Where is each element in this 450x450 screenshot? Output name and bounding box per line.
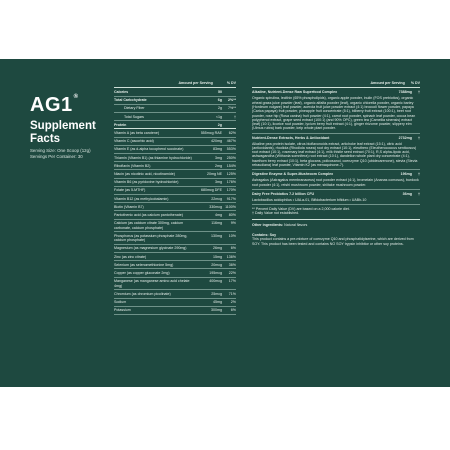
blend-ingredients: Astragalus (Astragalus membranaceus) root powder extract (4:1), bromelain (Ananas comosus), burdock root powder (4:1), reishi mushroom powder, shiitake mushroom powder. (252, 178, 419, 187)
nutrient-amount: 4mg (215, 212, 222, 217)
nutrient-dv: 17% (228, 279, 236, 284)
blend-header (252, 136, 420, 140)
nutrient-dv: 2% (230, 300, 236, 304)
nutrient-dv: 917% (226, 196, 236, 201)
blend-table-header (252, 81, 420, 88)
blend-dv: † (418, 191, 420, 196)
serving-info (30, 148, 91, 160)
blend-amount: 7388mg (398, 90, 412, 95)
nutrient-rows (114, 88, 236, 315)
nutrient-dv: 6% (230, 308, 236, 313)
nutrient-dv: 9% (230, 221, 236, 226)
nutrient-row (114, 203, 236, 211)
nutrient-amount: 50 (218, 89, 222, 94)
nutrient-amount: 400mcg (209, 279, 222, 284)
header-amount: Amount per Serving (370, 81, 405, 85)
nutrient-row (114, 299, 236, 307)
nutrient-name: Manganese (as manganese amino acid chelate 4mg) (114, 279, 190, 288)
nutrient-row (114, 278, 236, 291)
blend-dv: † (418, 90, 420, 95)
brand-logo (30, 94, 79, 117)
nutrient-amount: 6g (217, 98, 222, 103)
blend-dv: † (418, 172, 420, 177)
nutrient-dv: 62% (228, 130, 236, 135)
nutrient-amount: 15mg (213, 254, 222, 259)
nutrient-dv: 154% (226, 163, 236, 168)
nutrient-name: Zinc (as zinc citrate) (114, 254, 147, 259)
blend-table (252, 81, 420, 246)
contains-statement (252, 229, 420, 246)
nutrient-amount: 680mcg DFE (201, 188, 222, 193)
nutrient-dv: 553% (226, 147, 236, 152)
blend-block (252, 190, 420, 205)
nutrient-amount: 45mg (213, 300, 222, 304)
nutrient-row (114, 253, 236, 261)
blend-list (252, 88, 420, 205)
registered-mark: ® (73, 94, 79, 100)
nutrient-row (114, 88, 236, 96)
nutrient-amount: 3mg (215, 180, 222, 185)
nutrient-name: Calories (114, 89, 129, 94)
footnote-line: ** Percent Daily Value (DV) are based on a 2,000 calorie diet. (252, 207, 350, 212)
header-amount: Amount per Serving (178, 81, 213, 85)
nutrient-dv: 10% (228, 233, 236, 238)
footnotes (252, 205, 420, 218)
nutrient-amount: 2mg (215, 163, 222, 168)
nutrient-row (114, 97, 236, 105)
nutrient-name: Vitamin C (ascorbic acid) (114, 139, 154, 144)
nutrient-table-header (114, 81, 236, 88)
nutrient-row (114, 162, 236, 170)
nutrient-amount: 300mg (211, 308, 222, 313)
nutrient-dv: 250% (226, 155, 236, 160)
nutrient-amount: 3mg (215, 155, 222, 160)
blend-ingredients: Organic spirulina, lecithin (65% phospholipids), organic apple powder, inulin (FOS prebiotics), organic wheat grass juice powder (leaf), organic alfalfa powder (leaf), organic chlorella powder, organic barley (Hordeum vulgare) leaf powder, acerola fruit juice powder extract (4:1) broccoli flower powder, papaya (Carica papaya) fruit powder, pineapple fruit concentrate (5:1), bilberry fruit extract (100:1), beet root powder, rose hip (Rosa canina) fruit powder (4:1), carrot root powder, spinach leaf powder, cocoa bean polyphenol extract, grape seed extract (100:1) (and 90% OPC), green tea (Camellia sinensis) extract (leaf) (10:1), licorice root powder, lycium berry fruit extract (4:1), ginger rhizome powder, slippery elm (Ulmus rubra) bark powder, kelp whole plant powder. (252, 96, 416, 131)
nutrient-name: Total Carbohydrate (114, 98, 147, 103)
nutrient-name: Vitamin B6 (as pyridoxine hydrochloride) (114, 180, 179, 185)
nutrient-amount: 26mg (213, 246, 222, 251)
nutrient-row (114, 138, 236, 146)
header-dv: % DV (226, 81, 236, 85)
other-ingredients-value: Natural flavors (284, 222, 308, 227)
contains-text: This product contains a pre-mixture of coenzyme Q10 and phosphatidylserine, which are derived from SOY. This product has been tested and contains NO SOY trypsin inhibitor or other soy proteins. (252, 237, 414, 246)
nutrient-row (114, 170, 236, 178)
blend-block (252, 134, 420, 171)
nutrient-name: Protein (114, 122, 127, 127)
blend-dv: † (418, 135, 420, 140)
nutrient-amount: 116mg (211, 221, 222, 226)
nutrient-name: Vitamin E (as d-alpha tocopherol succinate) (114, 147, 184, 152)
nutrient-dv: 2%** (228, 98, 236, 103)
blend-name: Dairy Free Probiotics 7.2 billion CFU (252, 191, 315, 196)
nutrient-dv: 36% (228, 262, 236, 267)
blend-amount: 36mg (402, 191, 412, 196)
nutrient-amount: 20mcg (211, 262, 222, 267)
nutrient-row (114, 269, 236, 277)
nutrient-name: Phosphorus (as potassium phosphate 280mg, calcium phosphate) (114, 233, 188, 243)
serving-size: Serving Size: One Scoop (12g) (30, 148, 91, 153)
nutrient-dv: 6% (230, 246, 236, 251)
contains-label: Contains: Soy (252, 233, 277, 238)
nutrient-table (114, 81, 236, 315)
blend-header (252, 192, 420, 196)
nutrient-row (114, 146, 236, 154)
nutrient-dv: 71% (228, 291, 236, 296)
nutrient-amount: 555mcg RAE (200, 130, 222, 135)
blend-ingredients: Lactobacillus acidophilus • UALa-01, Bifidobacterium bifidum • UABb-10 (252, 197, 367, 202)
header-dv: % DV (410, 81, 420, 85)
brand-name: AG1 (30, 94, 73, 116)
nutrient-dv: 22% (228, 270, 236, 275)
blend-name: Digestive Enzyme & Super-Mushroom Complex (252, 172, 334, 177)
nutrient-row (114, 261, 236, 269)
blend-header (252, 172, 420, 176)
nutrient-name: Dietary Fiber (124, 106, 145, 111)
nutrient-amount: 330mcg (209, 204, 222, 209)
blend-name: Alkaline, Nutrient-Dense Raw Superfood Complex (252, 90, 338, 95)
nutrient-amount: 20mg NE (207, 171, 222, 176)
blend-header (252, 90, 420, 94)
other-ingredients (252, 219, 420, 229)
nutrient-name: Magnesium (as magnesium glycinate 290mg) (114, 246, 187, 251)
nutrient-name: Chromium (as chromium picolinate) (114, 291, 171, 296)
nutrient-row (114, 121, 236, 129)
nutrient-name: Thiamin (Vitamin B1) (as thiamine hydrochloride) (114, 155, 192, 160)
nutrient-dv: 7%** (228, 106, 236, 111)
nutrient-row (114, 113, 236, 121)
blend-amount: 196mg (400, 172, 412, 177)
nutrient-row (114, 290, 236, 298)
nutrient-row (114, 105, 236, 113)
nutrient-amount: <1g (215, 114, 222, 119)
nutrient-dv: † (234, 114, 236, 119)
nutrient-row (114, 154, 236, 162)
nutrient-amount: 25mcg (211, 291, 222, 296)
nutrient-row (114, 307, 236, 315)
nutrient-name: Niacin (as nicotinic acid, nicotinamide) (114, 171, 175, 176)
blend-amount: 2732mg (398, 135, 412, 140)
nutrient-name: Selenium (as selenomethionine 5mg) (114, 262, 174, 267)
nutrient-amount: 420mg (211, 139, 222, 144)
blend-ingredients: Alkaline pea protein isolate, citrus bioflavonoids extract, artichoke leaf extract (15:1), citric acid (antioxidants), rhodiola (Rhodiola rosea) root dry extract (10:1), eleuthero (Eleutherococcus senticosus) root extract (10:1), rosemary leaf extract (4:1), milk thistle seed extract (70:1), R,S alpha-lipoic acid, ashwagandha (Withania somnifera) root extract (10:1), dandelion whole plant dry concentrate (4:1), hawthorn berry extract (10:1), beta glucans, policosanol, coenzyme Q10 (ubidecarenone), stevia (Stevia rebaudiana) leaf powder, Vitamin K2 (as menaquinone-7). (252, 141, 418, 168)
blend-block (252, 88, 420, 133)
nutrient-amount: 83mg (213, 147, 222, 152)
nutrient-row (114, 245, 236, 253)
nutrient-row (114, 232, 236, 245)
nutrient-row (114, 129, 236, 137)
nutrient-row (114, 179, 236, 187)
nutrient-amount: 195mcg (209, 270, 222, 275)
nutrient-dv: 125% (226, 171, 236, 176)
nutrient-name: Folate (as 5-MTHF) (114, 188, 146, 193)
nutrient-name: Pantothenic acid (as calcium pantothenate) (114, 212, 183, 217)
nutrient-name: Vitamin B12 (as methylcobalamin) (114, 196, 169, 201)
nutrient-row (114, 220, 236, 233)
servings-per-container: Servings Per Container: 30 (30, 154, 83, 159)
nutrient-name: Calcium (as calcium citrate 300mg, calcium carbonate, calcium phosphate) (114, 221, 184, 230)
nutrient-name: Total Sugars (124, 114, 144, 119)
nutrient-name: Biotin (Vitamin B7) (114, 204, 144, 209)
nutrient-name: Vitamin A (as beta carotene) (114, 130, 160, 135)
nutrient-name: Sodium (114, 300, 127, 304)
nutrient-dv: 1100% (225, 204, 236, 209)
blend-name: Nutrient-Dense Extracts, Herbs & Antioxidant (252, 135, 330, 140)
nutrient-amount: 130mg (211, 233, 222, 238)
nutrient-row (114, 211, 236, 219)
nutrient-dv: 136% (226, 254, 236, 259)
nutrient-row (114, 187, 236, 195)
nutrient-amount: 22mcg (211, 196, 222, 201)
nutrient-dv: 176% (226, 180, 236, 185)
nutrient-name: Copper (as copper gluconate 2mg) (114, 270, 170, 275)
nutrient-dv: 467% (226, 139, 236, 144)
footnote-line: † Daily Value not established. (252, 211, 300, 216)
nutrient-row (114, 195, 236, 203)
nutrient-amount: 2g (218, 106, 222, 111)
facts-title: Supplement Facts (30, 120, 96, 145)
nutrient-name: Potassium (114, 308, 131, 313)
supplement-facts-panel (0, 59, 450, 387)
nutrient-name: Riboflavin (Vitamin B2) (114, 163, 151, 168)
other-ingredients-label: Other ingredients: (252, 222, 284, 227)
nutrient-amount: 2g (217, 122, 222, 127)
nutrient-dv: 80% (228, 212, 236, 217)
blend-block (252, 170, 420, 190)
nutrient-dv: 170% (226, 188, 236, 193)
